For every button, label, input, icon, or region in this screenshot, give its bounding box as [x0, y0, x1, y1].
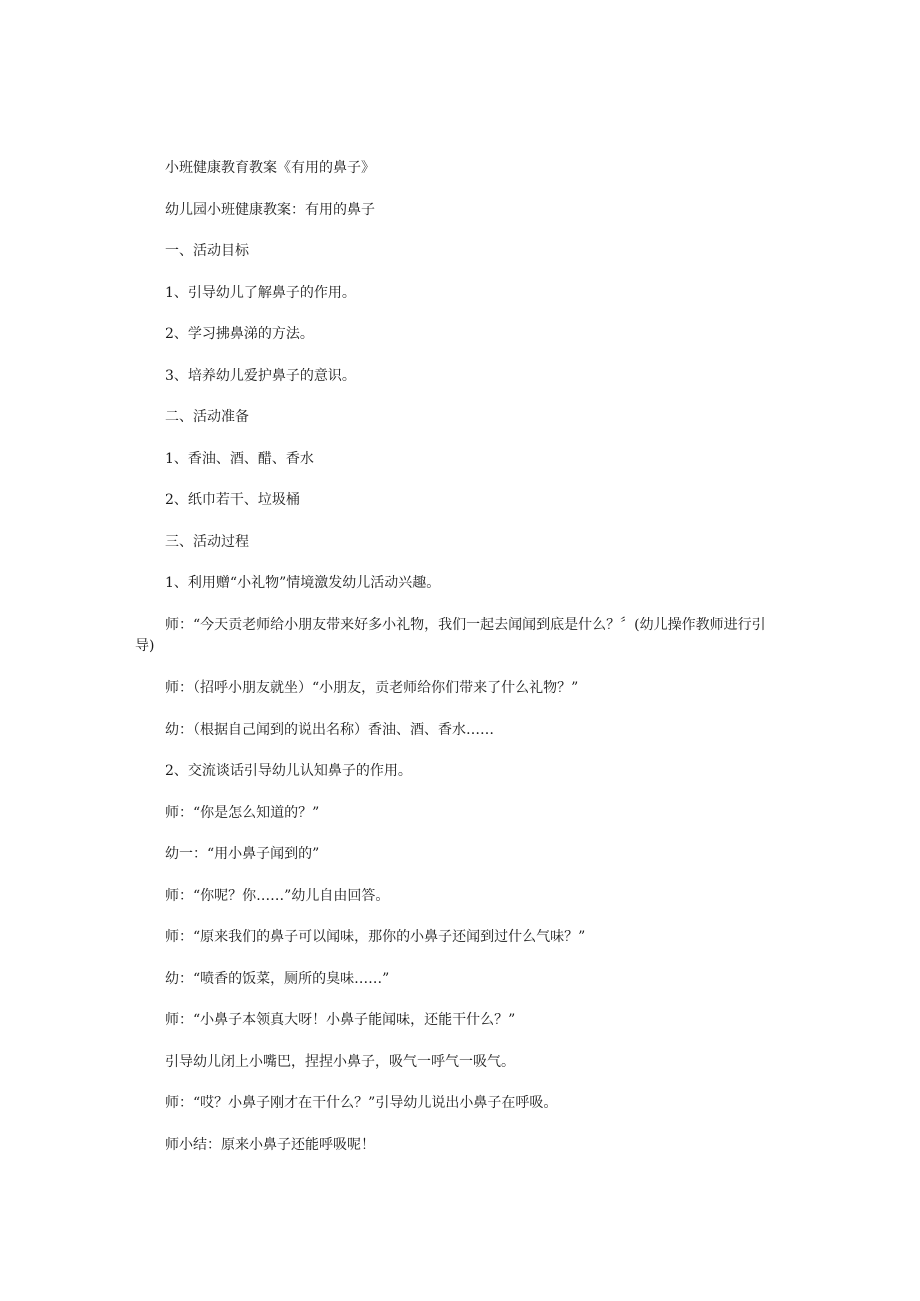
dialogue-line: 师：“你是怎么知道的？” [165, 804, 320, 821]
dialogue-line: 师：“哎？小鼻子刚才在干什么？”引导幼儿说出小鼻子在呼吸。 [165, 1095, 558, 1111]
dialogue-line: 师：“今天贡老师给小朋友带来好多小礼物，我们一起去闻闻到底是什么？〞(幼儿操作教师进行引导) [135, 616, 766, 654]
section-heading-preparation: 二、活动准备 [165, 409, 249, 425]
dialogue-line: 幼：“喷香的饭菜，厕所的臭味……” [165, 970, 390, 987]
document-title: 小班健康教育教案《有用的鼻子》 [165, 160, 375, 176]
preparation-item: 1、香油、酒、醋、香水 [165, 450, 314, 467]
document-body [135, 158, 785, 1176]
process-step: 1、利用赠“小礼物”情境激发幼儿活动兴趣。 [165, 575, 441, 591]
goal-item: 2、学习拂鼻涕的方法。 [165, 326, 314, 342]
dialogue-line: 师：“你呢？你……”幼儿自由回答。 [165, 887, 390, 904]
section-heading-process: 三、活动过程 [165, 533, 249, 550]
teacher-summary: 师小结：原来小鼻子还能呼吸呢！ [165, 1136, 375, 1153]
goal-item: 1、引导幼儿了解鼻子的作用。 [165, 284, 356, 301]
dialogue-line: 师：“原来我们的鼻子可以闻味，那你的小鼻子还闻到过什么气味？” [165, 929, 586, 945]
process-step: 2、交流谈话引导幼儿认知鼻子的作用。 [165, 763, 412, 779]
section-heading-goals: 一、活动目标 [165, 243, 249, 259]
dialogue-line: 幼：（根据自己闻到的说出名称）香油、酒、香水…… [165, 721, 494, 738]
dialogue-line: 幼一：“用小鼻子闻到的” [165, 846, 320, 862]
instruction-line: 引导幼儿闭上小嘴巴，捏捏小鼻子，吸气一呼气一吸气。 [165, 1053, 515, 1070]
preparation-item: 2、纸巾若干、垃圾桶 [165, 492, 300, 508]
goal-item: 3、培养幼儿爱护鼻子的意识。 [165, 367, 356, 384]
dialogue-line: 师：（招呼小朋友就坐）“小朋友，贡老师给你们带来了什么礼物？” [165, 680, 579, 696]
dialogue-line: 师：“小鼻子本领真大呀！小鼻子能闻味，还能干什么？” [165, 1012, 516, 1028]
document-subtitle: 幼儿园小班健康教案：有用的鼻子 [165, 201, 375, 218]
